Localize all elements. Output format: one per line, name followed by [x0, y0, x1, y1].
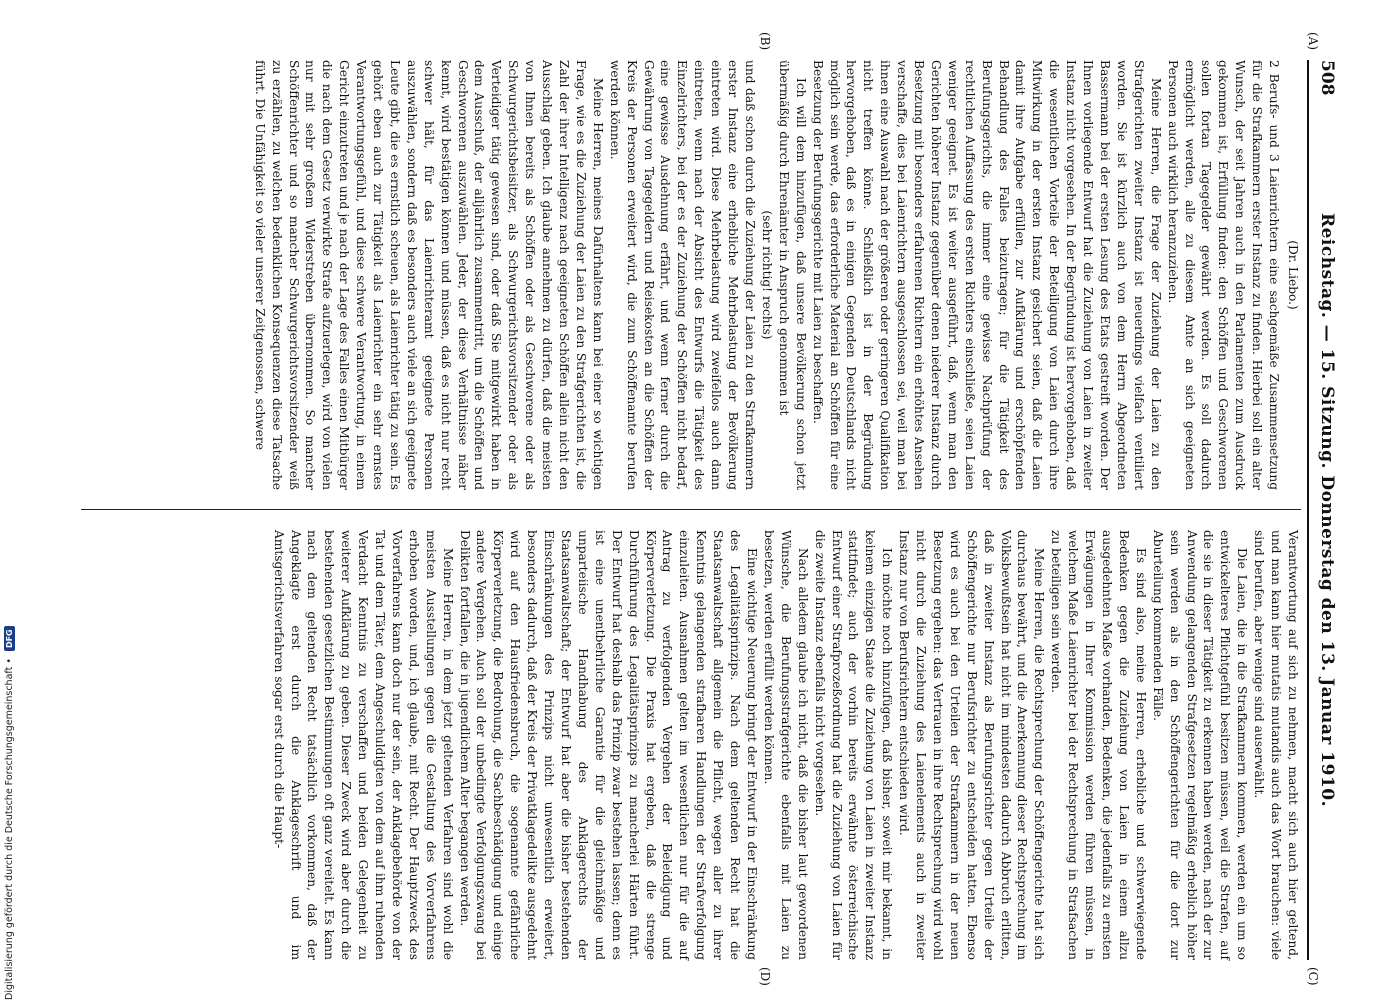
margin-marker-a: (A) — [1306, 32, 1320, 51]
speaker-label: (Dr. Liebo.) — [1286, 240, 1300, 310]
paragraph: Meine Herren, meines Dafürhaltens kann bei einer so wichtigen Frage, wie es die Zuziehung der Laien zu den Strafgerichten ist, die Zahl der ihrer Intelligenz nach geeigneten Schöffen allein nicht den Ausschlag geben. Ich glaube annehmen zu dürfen, daß die meisten von Ihnen bereits als Schöffen oder als Geschworene oder als Schwurgerichtsbeisitzer, als Schwurgerichtsvorsitzender oder als Verteidiger tätig gewesen sind, oder daß Sie mitgewirkt haben in dem Ausschuß, der alljährlich zusammentritt, um die Schöffen und Geschworenen auszuwählen. Jeder, der diese Verhältnisse näher kennt, wird bestätigen können und müssen, daß es nicht nur recht schwer hält, für das Laienrichteramt geeignete Personen auszuwählen, sondern daß es besonders auch viele an sich geeignete Leute gibt, die es ernstlich scheuen, als Laienrichter tätig zu sein. Es gehört eben auch zur Tätigkeit als Laienrichter ein sehr ernstes Verantwortungsgefühl, und diese schwere Verantwortung, in einem Gericht einzutreten und je nach der Lage des Falles einen Mitbürger die nach dem Gesetz verwirkte Strafe aufzuerlegen, wird von vielen nur mit sehr großem Widerstreben übernommen. So mancher Schöffenrichter und so mancher Schwurgerichtsvorsitzender weiß zu erzählen, zu welchen bedenklichen Konsequenzen diese Tatsache führt. Die Unfähigkeit so vieler unserer Zeitgenossen, schwere — [252, 60, 605, 490]
right-column — [270, 530, 1301, 960]
paragraph: Meine Herren, in dem jetzt geltenden Verfahren sind wohl die meisten Ausstellungen gegen die Gestaltung des Vorverfahrens erhoben worden, und, ich glaube, mit Recht. Der Hauptzweck des Vorverfahrens kann doch nur der sein, der Anklagebehörde von der Tat und dem Täter, dem Angeschuldigten von dem auf ihm ruhenden Verdacht Kenntnis zu verschaffen und beiden Gelegenheit zu weiterer Aufklärung zu geben. Dieser Zweck wird aber durch die bestehenden gesetzlichen Bestimmungen oft ganz vereitelt. Es kann nach dem geltenden Recht tatsächlich vorkommen, daß der Angeklagte erst durch die Anklageschrift und im Amtsgerichtsverfahren sogar erst durch die Haupt- — [271, 530, 455, 960]
credit-text: Digitalisierung gefördert durch die Deutsche Forschungsgemeinschaft • — [4, 658, 15, 1000]
page-title: Reichstag. — 15. Sitzung. Donnerstag den 13. Januar 1910. — [1317, 212, 1337, 808]
paragraph: Ich will dem hinzufügen, daß unsere Bevölkerung schon jetzt übermäßig durch Ehrenämter in Anspruch genommen ist — [776, 60, 808, 490]
paragraph: Meine Herren, die Rechtsprechung der Schöffengerichte hat sich durchaus bewährt, und die Anerkennung dieser Rechtsprechung im Volksbewußtsein hat nicht im mindesten dadurch Abbruch erlitten, daß in zweiter Instanz als Berufungsrichter gegen Urteile der Schöffengerichte nur Berufsrichter zu entscheiden hatten. Ebenso wird es auch bei den Urteilen der Strafkammern in der neuen Besetzung ergehen: das Vertrauen in ihre Rechtsprechung wird wohl nicht durch die Zuziehung des Laienelements auch in zweiter Instanz nur von Berufsrichtern entschieden wird. — [897, 530, 1047, 960]
column-divider — [81, 509, 1301, 510]
paragraph: und daß schon durch die Zuziehung der Laien zu den Strafkammern erster Instanz eine erhebliche Mehrbelastung der Bevölkerung eintreten wird. Diese Mehrbelastung wird zweifellos auch dann eintreten, wenn nach der Absicht des Entwurfs die Tätigkeit des Einzelrichters, bei der es der Zuziehung der Schöffen nicht bedarf, eine gewisse Ausdehnung erfährt, und wenn ferner durch die Gewährung von Tagegeldern und Reisekosten an die Schöffen der Kreis der Personen erweitert wird, die zum Schöffenamte berufen werden können. — [607, 60, 757, 490]
margin-marker-d: (D) — [758, 967, 772, 986]
margin-marker-c: (C) — [1306, 967, 1320, 986]
paragraph: Nach alledem glaube ich nicht, daß die bisher laut gewordenen Wünsche, die Berufungsstrafgerichte ebenfalls mit Laien zu besetzen, werden erfüllt werden können. — [761, 530, 810, 960]
paragraph: Es sind also, meine Herren, erhebliche und schwerwiegende Bedenken gegen die Zuziehung von Laien in einem allzu ausgedehnten Maße vorhanden, Bedenken, die jedenfalls zu ernsten Erwägungen in Ihrer Kommission werden führen müssen, in welchem Maße Laienrichter bei der Rechtsprechung in Strafsachen zu beteiligen sein werden. — [1049, 530, 1148, 960]
paragraph: 2 Berufs- und 3 Laienrichtern eine sachgemäße Zusammensetzung für die Strafkammern erster Instanz zu finden. Hierbei soll ein alter Wunsch, der seit Jahren auch in den Parlamenten zum Ausdruck gekommen ist, Erfüllung finden: den Schöffen und Geschworenen sollen fortan Tagegelder gewährt werden. Es soll dadurch ermöglicht werden, alle zu diesem Amte an sich geeigneten Personen auch wirklich heranzuziehen. — [1165, 60, 1282, 490]
dfg-logo: DFG — [4, 626, 15, 651]
interjection: (sehr richtig! rechts) — [759, 210, 774, 340]
margin-marker-b: (B) — [758, 32, 772, 51]
page-number: 508 — [1317, 60, 1337, 96]
page-header — [1311, 60, 1335, 960]
paragraph: Verantwortung auf sich zu nehmen, macht sich auch hier geltend, und man kann hier mutatis mutandis auch das Wort brauchen: viele sind berufen, aber wenige sind auserwählt. — [1252, 530, 1300, 960]
digitization-credit — [4, 360, 18, 1000]
header-rule — [1307, 60, 1309, 960]
paragraph: Meine Herren, die Frage der Zuziehung der Laien zu den Strafgerichten zweiter Instanz ist neuerdings vielfach ventiliert worden. Sie ist kürzlich auch von dem Herrn Abgeordneten Bassermann bei der ersten Lesung des Etats gestreift worden. Der Ihnen vorliegende Entwurf hat die Zuziehung von Laien in zweiter Instanz nicht vorgesehen. In der Begründung ist hervorgehoben, daß die wesentlichen Vorteile der Beteiligung von Laien durch ihre Mitwirkung in der ersten Instanz gesichert seien, daß die Laien damit ihre Aufgabe erfüllen, zur Aufklärung und erschöpfenden Behandlung des Falles beizutragen; für die Tätigkeit des Berufungsgerichts, die immer eine gewisse Nachprüfung der rechtlichen Auffassung des ersten Richters einschließe, seien Laien weniger geeignet. Es ist weiter ausgeführt, daß, wenn man den Gerichten höherer Instanz gegenüber denen niederer Instanz durch Besetzung mit besonders erfahrenen Richtern ein erhöhtes Ansehen verschaffe, dies bei Laienrichtern ausgeschlossen sei, weil man bei ihnen eine Auswahl nach der größeren oder geringeren Qualifikation nicht treffen könne. Schließlich ist in der Begründung hervorgehoben, daß es in einigen Gegenden Deutschlands nicht möglich sein werde, das erforderliche Material an Schöffen für eine Besetzung der Berufungsgerichte mit Laien zu beschaffen. — [810, 60, 1163, 490]
paragraph: Die Laien, die in die Strafkammern kommen, werden ein um so entwickelteres Pflichtgefühl besitzen müssen, weil die Strafen, auf die sie in dieser Tätigkeit zu erkennen haben werden, nach der zur Anwendung gelangenden Strafgesetzen regelmäßig erheblich höher sein werden als in den Schöffengerichten für die dort zur Aburteilung kommenden Fälle. — [1150, 530, 1250, 960]
paragraph: Eine wichtige Neuerung bringt der Entwurf in der Einschränkung des Legalitätsprinzips. Nach dem geltenden Recht hat die Staatsanwaltschaft allgemein die Pflicht, wegen aller zu ihrer Kenntnis gelangenden strafbaren Handlungen der Strafverfolgung einzuleiten. Ausnahmen gelten im wesentlichen nur für die auf Antrag zu verfolgenden Vergehen der Beleidigung und Körperverletzung. Die Praxis hat ergeben, daß die strenge Durchführung des Legalitätsprinzips zu mancherlei Härten führt. Der Entwurf hat deshalb das Prinzip zwar bestehen lassen; denn es ist eine unentbehrliche Garantie für die gleichmäßige und unparteiische Handhabung des Anklagerechts der Staatsanwaltschaft; der Entwurf hat aber die bisher bestehenden Einschränkungen des Prinzips nicht unwesentlich erweitert, besonders dadurch, daß der Kreis der Privatklagedelikte ausgedehnt wird auf den Hausfriedensbruch, die sogenannte gefährliche Körperverletzung, die Bedrohung, die Sachbeschädigung und einige andere Vergehen. Auch soll der unbedingte Verfolgungszwang bei Delikten fortfallen, die in jugendlichem Alter begangen werden. — [457, 530, 759, 960]
left-column — [251, 60, 1301, 490]
paragraph: Ich möchte noch hinzufügen, daß bisher, soweit mir bekannt, in keinem einzigen Staate die Zuziehung von Laien in zweiter Instanz stattfindet; auch der vorhin bereits erwähnte österreichische Entwurf einer Strafprozeßordnung hat die Zuziehung von Laien für die zweite Instanz ebenfalls nicht vorgesehen. — [812, 530, 895, 960]
rotated-page — [65, 32, 1337, 986]
